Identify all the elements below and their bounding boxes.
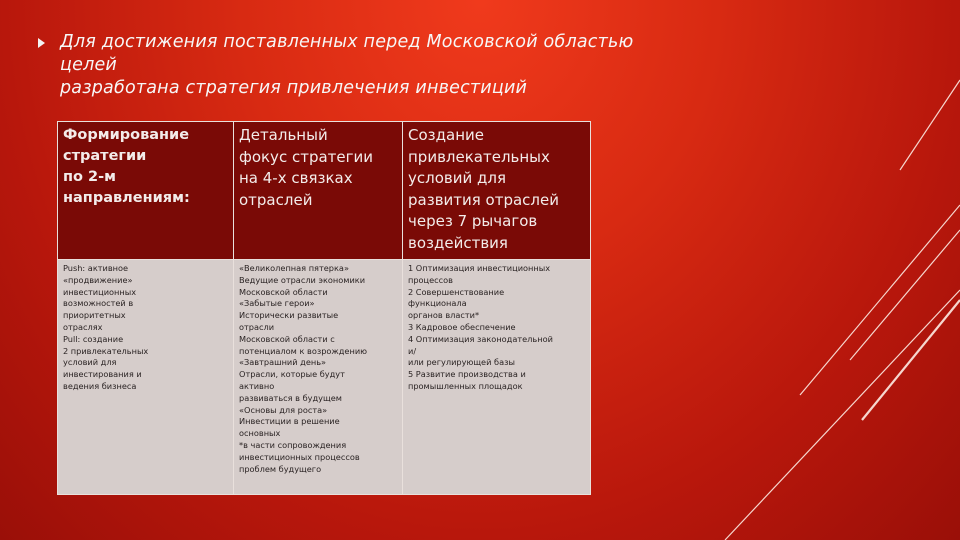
cell-line: 4 Оптимизация законодательной: [408, 333, 553, 344]
cell-line: процессов: [408, 274, 454, 285]
slide-heading: [60, 31, 700, 100]
cell-line: Pull: создание: [63, 333, 124, 344]
cell-line: отрасли: [239, 321, 275, 332]
cell-line: на 4-х связках: [239, 169, 353, 187]
header-cell-formation: [58, 122, 234, 260]
cell-line: органов власти*: [408, 310, 480, 321]
cell-line: и/: [408, 345, 417, 356]
deco-line-1: [725, 290, 960, 540]
cell-line: Московской области: [239, 286, 328, 297]
body-cell-levers: [403, 260, 591, 495]
cell-line: через 7 рычагов: [408, 212, 538, 230]
cell-line: приоритетных: [63, 310, 126, 321]
cell-line: Инвестиции в решение: [239, 416, 340, 427]
cell-line: стратегии: [63, 148, 147, 164]
cell-line: по 2-м: [63, 169, 116, 185]
cell-line: развиваться в будущем: [239, 392, 342, 403]
cell-line: условий для: [63, 357, 117, 368]
cell-line: отраслей: [239, 190, 313, 209]
deco-line-5: [900, 80, 960, 170]
cell-line: развития отраслей: [408, 190, 559, 209]
cell-line: Ведущие отрасли экономики: [239, 274, 366, 285]
cell-line: отраслях: [63, 321, 103, 332]
body-cell-industries: [234, 260, 403, 495]
cell-line: Отрасли, которые будут: [239, 369, 345, 380]
cell-line: потенциалом к возрождению: [239, 345, 368, 356]
header-cell-conditions: [403, 122, 591, 260]
cell-line: инвестиционных: [63, 286, 137, 297]
cell-line: Исторически развитые: [239, 310, 339, 321]
bullet-arrow-icon: [38, 38, 45, 48]
heading-line: Для достижения поставленных перед Московской областью: [60, 32, 634, 52]
cell-line: Push: активное: [63, 263, 129, 273]
heading-line: разработана стратегия привлечения инвестиций: [60, 78, 528, 98]
cell-line: Московской области с: [239, 333, 335, 344]
cell-line: Формирование: [63, 127, 190, 143]
cell-line: «Забытые герои»: [239, 298, 315, 309]
cell-line: инвестирования и: [63, 369, 142, 380]
body-cell-push-pull: [58, 260, 234, 495]
cell-line: воздействия: [408, 233, 508, 252]
deco-line-2: [800, 205, 960, 395]
heading-line: целей: [60, 55, 118, 75]
cell-line: «продвижение»: [63, 274, 133, 285]
cell-line: инвестиционных процессов: [239, 451, 360, 462]
cell-line: «Великолепная пятерка»: [239, 263, 349, 273]
cell-line: привлекательных: [408, 147, 550, 166]
cell-line: или регулирующей базы: [408, 357, 515, 368]
cell-line: *в части сопровождения: [239, 439, 347, 450]
cell-line: ведения бизнеса: [63, 380, 137, 391]
cell-line: активно: [239, 380, 275, 391]
cell-line: 2 привлекательных: [63, 345, 149, 356]
cell-line: фокус стратегии: [239, 147, 373, 166]
cell-line: «Основы для роста»: [239, 404, 328, 415]
cell-line: проблем будущего: [239, 463, 322, 474]
deco-line-4: [850, 230, 960, 360]
table-body-row: [58, 260, 591, 495]
cell-line: возможностей в: [63, 298, 134, 309]
cell-line: 3 Кадровое обеспечение: [408, 321, 516, 332]
cell-line: 1 Оптимизация инвестиционных: [408, 263, 551, 273]
cell-line: функционала: [408, 298, 467, 309]
cell-line: 2 Совершенствование: [408, 286, 505, 297]
cell-line: направлениям:: [63, 190, 190, 206]
strategy-table: [57, 121, 591, 495]
cell-line: Детальный: [239, 126, 328, 144]
table-header-row: [58, 122, 591, 260]
cell-line: «Завтрашний день»: [239, 357, 327, 368]
header-cell-focus: [234, 122, 403, 260]
cell-line: 5 Развитие производства и: [408, 369, 526, 380]
cell-line: условий для: [408, 169, 506, 187]
deco-line-3: [862, 300, 960, 420]
cell-line: Создание: [408, 126, 484, 144]
cell-line: основных: [239, 428, 281, 439]
cell-line: промышленных площадок: [408, 380, 523, 391]
